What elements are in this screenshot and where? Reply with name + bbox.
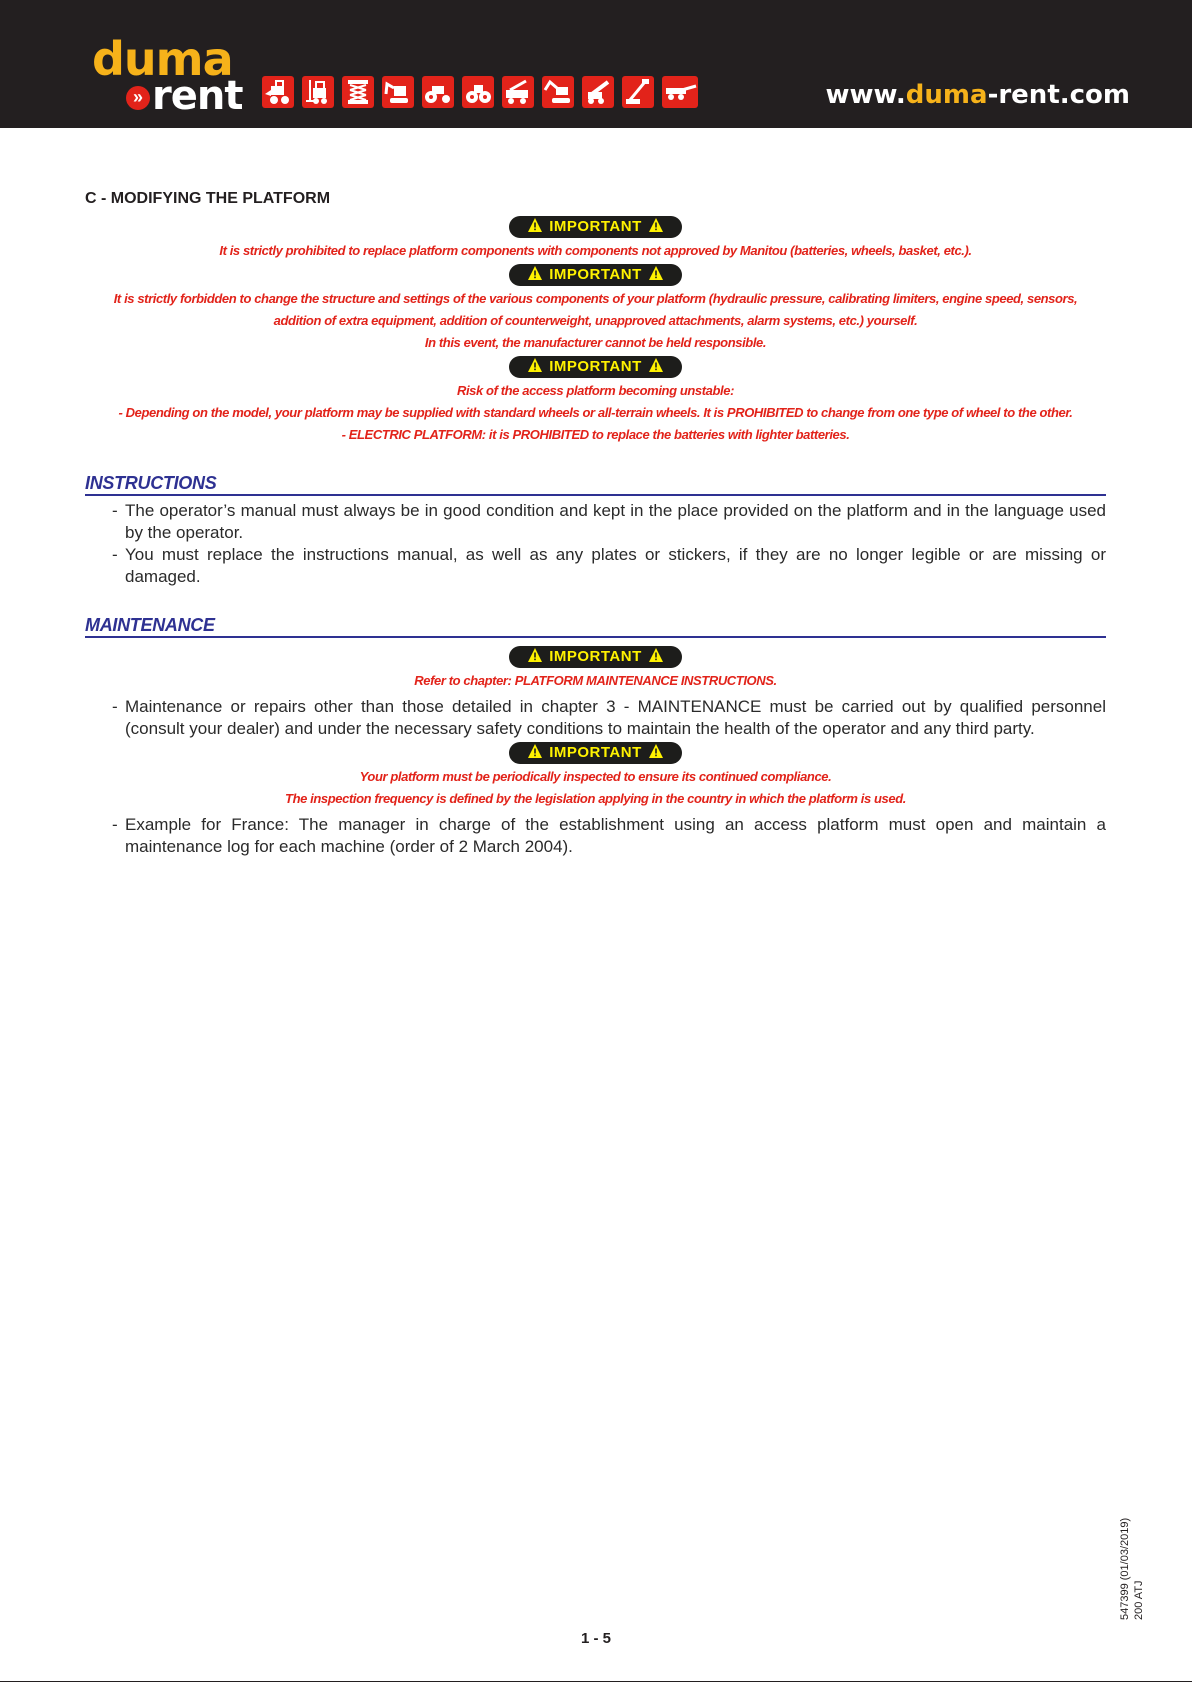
warning-triangle-icon: [648, 357, 664, 373]
url-accent: duma: [905, 80, 988, 110]
mini-excavator-icon: [382, 76, 414, 108]
boom-lift-icon: [622, 76, 654, 108]
maintenance-heading: MAINTENANCE: [85, 614, 1106, 638]
document-reference: [1118, 1508, 1145, 1620]
list-item: - The operator’s manual must always be in good condition and kept in the place provided on the platform and in the language used by the operator.: [112, 501, 1106, 542]
warning-text: In this event, the manufacturer cannot be held responsible.: [424, 335, 767, 350]
important-banner: [85, 216, 1106, 240]
instructions-heading: INSTRUCTIONS: [85, 472, 1106, 496]
page-header: [0, 0, 1192, 128]
url-suffix: -rent.com: [987, 80, 1130, 110]
warning-text: It is strictly prohibited to replace platform components with components not approved by Manitou (batteries, wheels, basket, etc.).: [219, 243, 972, 258]
important-badge: [509, 356, 682, 378]
important-label: IMPORTANT: [549, 744, 642, 761]
list-item: - Maintenance or repairs other than those detailed in chapter 3 - MAINTENANCE must be carried out by qualified personnel (consult your dealer) and under the necessary safety conditions to maintain the health of the operator and any third party.: [112, 697, 1106, 738]
url-prefix: www.: [825, 80, 906, 110]
warning-triangle-icon: [527, 647, 543, 663]
instructions-list: [85, 500, 1106, 588]
important-badge: [509, 216, 682, 238]
aerial-platform-icon: [662, 76, 698, 108]
list-item-text: Maintenance or repairs other than those detailed in chapter 3 - MAINTENANCE must be carried out by qualified personnel (consult your dealer) and under the necessary safety conditions to maintain the health of the operator and any third party.: [125, 697, 1106, 738]
tractor-icon: [422, 76, 454, 108]
warning-text: It is strictly forbidden to change the structure and settings of the various components of your platform (hydraulic pressure, calibrating limiters, engine speed, sensors,: [113, 291, 1078, 306]
warning-triangle-icon: [527, 357, 543, 373]
important-banner: [85, 356, 1106, 380]
warning-text: Your platform must be periodically inspected to ensure its continued compliance.: [359, 769, 832, 784]
footer-divider: [0, 1681, 1192, 1682]
logo-duma-text: duma: [92, 32, 233, 86]
list-item-text: The operator’s manual must always be in good condition and kept in the place provided on the platform and in the language used by the operator.: [125, 501, 1106, 542]
important-label: IMPORTANT: [549, 648, 642, 665]
compactor-icon: [462, 76, 494, 108]
warning-triangle-icon: [527, 743, 543, 759]
list-item: - You must replace the instructions manual, as well as any plates or stickers, if they are no longer legible or are missing or damaged.: [112, 545, 1106, 586]
doc-model: 200 ATJ: [1133, 1580, 1145, 1620]
list-item-text: You must replace the instructions manual, as well as any plates or stickers, if they are no longer legible or are missing or damaged.: [125, 545, 1106, 586]
warning-text: The inspection frequency is defined by the legislation applying in the country in which the platform is used.: [285, 791, 906, 806]
list-item: - Example for France: The manager in charge of the establishment using an access platform must open and maintain a maintenance log for each machine (order of 2 March 2004).: [112, 815, 1106, 856]
warning-triangle-icon: [648, 647, 664, 663]
warning-text: - Depending on the model, your platform may be supplied with standard wheels or all-terrain wheels. It is PROHIBITED to change from one type of wheel to the other.: [118, 405, 1073, 420]
important-banner: [85, 742, 1106, 766]
excavator-icon: [542, 76, 574, 108]
warning-triangle-icon: [527, 217, 543, 233]
important-badge: [509, 646, 682, 668]
warning-text: Risk of the access platform becoming unstable:: [456, 383, 735, 398]
important-label: IMPORTANT: [549, 218, 642, 235]
warning-triangle-icon: [527, 265, 543, 281]
wheel-loader-icon: [262, 76, 294, 108]
warning-text: addition of extra equipment, addition of counterweight, unapproved attachments, alarm systems, etc.) yourself.: [273, 313, 918, 328]
important-label: IMPORTANT: [549, 266, 642, 283]
scissor-lift-icon: [342, 76, 374, 108]
page-content: [85, 188, 1106, 858]
forklift-icon: [302, 76, 334, 108]
warning-triangle-icon: [648, 743, 664, 759]
crane-truck-icon: [502, 76, 534, 108]
logo-chevron-icon: »: [126, 86, 150, 110]
important-badge: [509, 742, 682, 764]
warning-triangle-icon: [648, 265, 664, 281]
list-item-text: Example for France: The manager in charge of the establishment using an access platform must open and maintain a maintenance log for each machine (order of 2 March 2004).: [125, 815, 1106, 856]
section-title: C - MODIFYING THE PLATFORM: [85, 190, 331, 207]
duma-rent-logo[interactable]: [92, 32, 243, 119]
important-badge: [509, 264, 682, 286]
page-number: 1 - 5: [580, 1630, 611, 1647]
telehandler-icon: [582, 76, 614, 108]
warning-triangle-icon: [648, 217, 664, 233]
doc-ref-number: 547399 (01/03/2019): [1119, 1517, 1131, 1620]
maintenance-list: [85, 696, 1106, 740]
warning-text: Refer to chapter: PLATFORM MAINTENANCE INSTRUCTIONS.: [414, 673, 777, 688]
important-label: IMPORTANT: [549, 358, 642, 375]
important-banner: [85, 264, 1106, 288]
important-banner: [85, 646, 1106, 670]
logo-rent-text: rent: [152, 73, 243, 119]
website-url[interactable]: [826, 80, 1130, 110]
warning-text: - ELECTRIC PLATFORM: it is PROHIBITED to replace the batteries with lighter batteries.: [341, 427, 850, 442]
maintenance-list: [85, 814, 1106, 858]
